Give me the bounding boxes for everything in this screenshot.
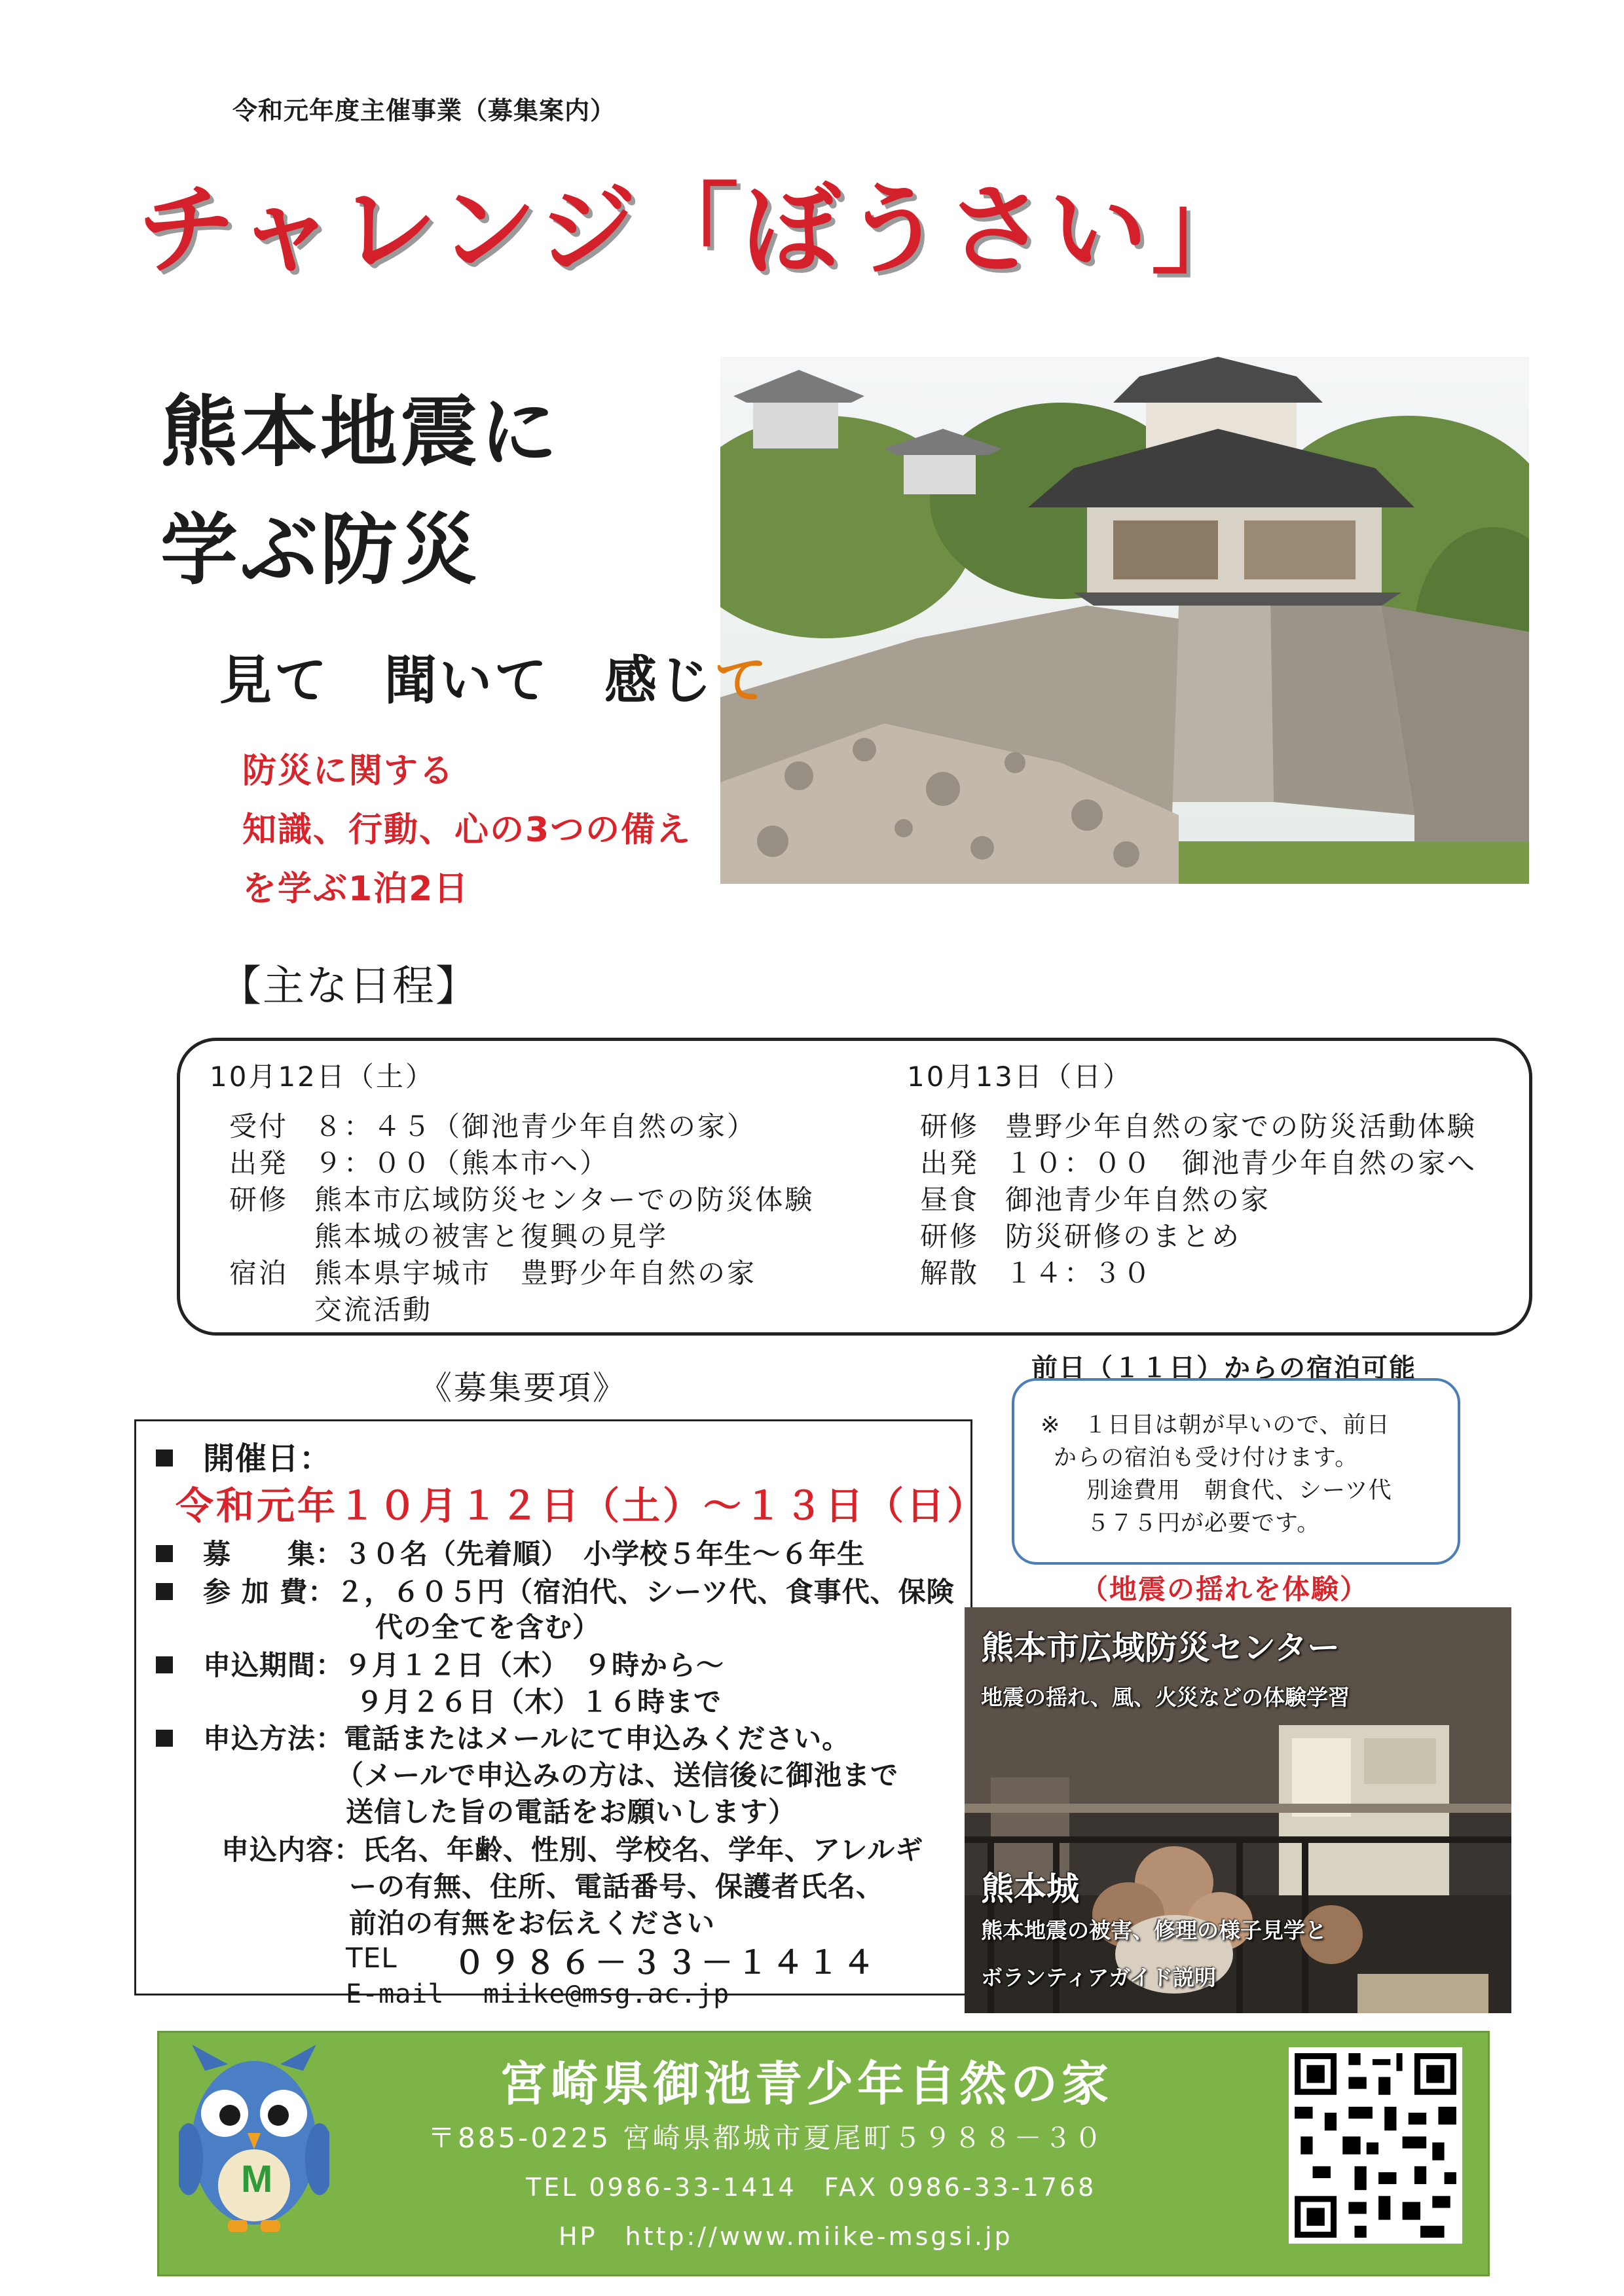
slogan-accent-text: て xyxy=(714,650,769,711)
schedule-row xyxy=(920,1178,1477,1215)
email-address: miike@msg.ac.jp xyxy=(483,1979,730,2009)
req-line-period-cont: ９月２６日（木）１６時まで xyxy=(356,1686,722,1718)
qr-code-icon xyxy=(1289,2047,1462,2244)
schedule-row-label: 受付 xyxy=(229,1110,289,1142)
schedule-row-text: 熊本城の被害と復興の見学 xyxy=(314,1220,669,1252)
schedule-row-text: 防災研修のまとめ xyxy=(1005,1220,1242,1252)
schedule-row-text: ９：００（熊本市へ） xyxy=(314,1147,610,1179)
disaster-center-photo xyxy=(965,1607,1511,2013)
schedule-row-text: 熊本県宇城市 豊野少年自然の家 xyxy=(314,1257,757,1289)
schedule-row xyxy=(229,1215,814,1252)
schedule-row xyxy=(920,1215,1477,1252)
schedule-box xyxy=(177,1038,1532,1336)
feature-line-2: 知識、行動、心の3つの備え xyxy=(242,811,692,850)
disaster-center-name: 熊本市広域防災センター xyxy=(981,1629,1340,1667)
stay-note-title: 前日（１１日）からの宿泊可能 xyxy=(1031,1353,1416,1383)
schedule-row-text: １４：３０ xyxy=(1005,1257,1153,1289)
quake-experience-title: （地震の揺れを体験） xyxy=(1080,1573,1369,1605)
schedule-row xyxy=(920,1252,1477,1288)
req-line-recruit: 募 集：３０名（先着順） 小学校５年生～６年生 xyxy=(156,1533,865,1572)
disaster-center-desc: 地震の揺れ、風、火災などの体験学習 xyxy=(981,1685,1350,1710)
schedule-row-label: 研修 xyxy=(920,1110,980,1142)
req-line-contents-cont1: ーの有無、住所、電話番号、保護者氏名、 xyxy=(349,1870,885,1903)
bullet-square-icon xyxy=(156,1545,173,1562)
bullet-square-icon xyxy=(156,1656,173,1673)
stay-note-box xyxy=(1012,1378,1460,1565)
hero-heading-line1: 熊本地震に xyxy=(160,387,561,477)
schedule-row-text: 御池青少年自然の家 xyxy=(1005,1184,1271,1216)
schedule-row-text: ８：４５（御池青少年自然の家） xyxy=(314,1110,757,1142)
req-line-contents: 申込内容：氏名、年齢、性別、学校名、学年、アレルギ xyxy=(221,1834,924,1866)
schedule-row xyxy=(229,1288,814,1325)
stay-note-line: 別途費用 朝食代、シーツ代 xyxy=(1086,1478,1392,1504)
schedule-row xyxy=(920,1105,1477,1142)
schedule-row xyxy=(229,1105,814,1142)
schedule-row-label: 昼食 xyxy=(920,1184,980,1216)
req-line-method-note1: （メールで申込みの方は、送信後に御池まで xyxy=(336,1759,899,1791)
schedule-row-label: 解散 xyxy=(920,1257,980,1289)
schedule-row xyxy=(229,1252,814,1288)
schedule-row-label: 研修 xyxy=(920,1220,980,1252)
schedule-row-text: 熊本市広域防災センターでの防災体験 xyxy=(314,1184,815,1216)
tel-label: TEL xyxy=(346,1942,397,1974)
feature-line-3: を学ぶ1泊2日 xyxy=(242,869,470,909)
day2-date: 10月13日（日） xyxy=(907,1061,1132,1093)
req-line-contents-cont2: 前泊の有無をお伝えください xyxy=(349,1907,716,1939)
schedule-row xyxy=(229,1178,814,1215)
recruitment-heading: 《募集要項》 xyxy=(419,1369,627,1407)
main-title: チャレンジ「ぼうさい」 xyxy=(138,173,1254,287)
req-line-method: 申込方法：電話またはメールにて申込みください。 xyxy=(156,1717,850,1757)
req-line-fee: 参 加 費：２，６０５円（宿泊代、シーツ代、食事代、保険 xyxy=(156,1571,955,1610)
schedule-row xyxy=(920,1142,1477,1178)
req-line-method-note2: 送信した旨の電話をお願いします） xyxy=(346,1796,797,1828)
schedule-row-label: 出発 xyxy=(920,1147,980,1179)
recruitment-box xyxy=(134,1419,988,2009)
req-line-fee-cont: 代の全てを含む） xyxy=(375,1611,601,1643)
bullet-square-icon xyxy=(156,1730,173,1747)
req-line-period: 申込期間：９月１２日（木） ９時から～ xyxy=(156,1644,724,1683)
event-dates: 令和元年１０月１２日（土）～１３日（日） xyxy=(175,1484,988,1528)
owl-mascot-icon xyxy=(179,2045,329,2241)
bullet-square-icon xyxy=(156,1583,173,1600)
event-subtitle: 令和元年度主催事業（募集案内） xyxy=(232,96,616,125)
stay-note-line: ５７５円が必要です。 xyxy=(1086,1510,1321,1537)
schedule-row-label: 宿泊 xyxy=(229,1257,289,1289)
schedule-row-label: 研修 xyxy=(229,1184,289,1216)
feature-line-1: 防災に関する xyxy=(242,752,455,791)
schedule-row xyxy=(229,1142,814,1178)
castle-desc-line2: ボランティアガイド説明 xyxy=(981,1965,1217,1990)
schedule-row-text: 交流活動 xyxy=(314,1294,433,1326)
footer-banner xyxy=(157,2031,1490,2276)
schedule-heading: 【主な日程】 xyxy=(219,962,479,1011)
castle-label: 熊本城 xyxy=(981,1870,1079,1908)
event-day-label: 開催日： xyxy=(156,1433,331,1478)
hero-slogan xyxy=(219,638,769,714)
slogan-text: 見て 聞いて 感じ xyxy=(219,650,714,711)
email-label: E-mail xyxy=(346,1979,445,2009)
tel-number: ０９８６－３３－１４１４ xyxy=(454,1944,879,1981)
kumamoto-castle-photo xyxy=(720,357,1529,884)
castle-desc-line1: 熊本地震の被害、修理の様子見学と xyxy=(981,1918,1327,1943)
schedule-row-text: 豊野少年自然の家での防災活動体験 xyxy=(1005,1110,1477,1142)
day1-date: 10月12日（土） xyxy=(210,1061,435,1093)
footer-org-name: 宮崎県御池青少年自然の家 xyxy=(500,2056,1113,2111)
bullet-square-icon xyxy=(156,1449,173,1467)
mascot-badge-letter: M xyxy=(241,2158,273,2200)
schedule-row-text: １０：００ 御池青少年自然の家へ xyxy=(1005,1147,1477,1179)
footer-homepage[interactable]: HP http://www.miike-msgsi.jp xyxy=(559,2222,1013,2251)
day1-schedule-list xyxy=(229,1105,814,1325)
footer-tel-fax: TEL 0986-33-1414 FAX 0986-33-1768 xyxy=(526,2173,1097,2202)
schedule-row-label: 出発 xyxy=(229,1147,289,1179)
day2-schedule-list xyxy=(920,1105,1477,1288)
hero-heading-line2: 学ぶ防災 xyxy=(160,505,481,595)
stay-note-line: からの宿泊も受け付けます。 xyxy=(1054,1445,1359,1471)
stay-note-line: ※ １日目は朝が早いので、前日 xyxy=(1041,1412,1390,1438)
footer-address: 〒885-0225 宮崎県都城市夏尾町５９８８－３０ xyxy=(428,2122,1105,2154)
